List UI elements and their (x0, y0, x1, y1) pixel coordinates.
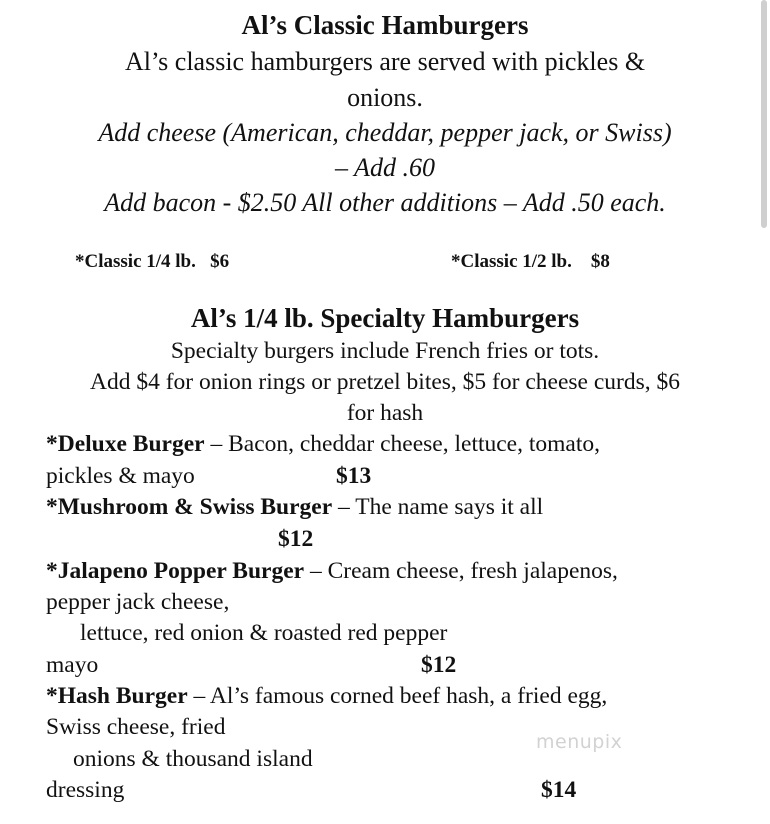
jalapeno-popper-burger-name: *Jalapeno Popper Burger (46, 558, 305, 584)
jalapeno-popper-burger-desc: – Cream cheese, fresh jalapenos, (304, 558, 618, 584)
classic-section-title: Al’s Classic Hamburgers (241, 10, 529, 40)
hash-burger-price: $14 (541, 777, 577, 803)
vertical-scrollbar[interactable] (761, 0, 767, 228)
mushroom-swiss-burger-desc: – The name says it all (332, 494, 544, 520)
mushroom-swiss-burger-price: $12 (278, 526, 314, 552)
menupix-watermark: menupix (536, 731, 623, 753)
item-name: *Classic 1/2 lb. (451, 251, 572, 272)
specialty-intro-line-3: for hash (346, 400, 424, 426)
jalapeno-popper-burger-desc-line-4: mayo (46, 652, 99, 678)
deluxe-burger-price: $13 (336, 463, 372, 489)
jalapeno-popper-burger-desc-line-3: lettuce, red onion & roasted red pepper (80, 620, 448, 646)
classic-quarter-lb-item (75, 252, 229, 271)
deluxe-burger-line-1 (46, 433, 600, 457)
specialty-intro-line-1: Specialty burgers include French fries or tots. (170, 338, 600, 364)
classic-bacon-line: Add bacon - $2.50 All other additions – Add .50 each. (104, 188, 666, 217)
item-price: $6 (210, 251, 230, 272)
hash-burger-line-1 (46, 685, 607, 709)
jalapeno-popper-burger-line-1 (46, 560, 618, 584)
classic-description-line-1: Al’s classic hamburgers are served with pickles & (124, 47, 646, 76)
classic-cheese-line-1: Add cheese (American, cheddar, pepper jack, or Swiss) (98, 118, 672, 147)
specialty-section-title: Al’s 1/4 lb. Specialty Hamburgers (190, 303, 580, 333)
deluxe-burger-desc-line-2: pickles & mayo (46, 463, 195, 489)
classic-cheese-line-2: – Add .60 (335, 153, 435, 182)
mushroom-swiss-burger-name: *Mushroom & Swiss Burger (46, 494, 333, 520)
hash-burger-desc-line-3: onions & thousand island (73, 746, 313, 772)
deluxe-burger-name: *Deluxe Burger (46, 431, 205, 457)
jalapeno-popper-burger-price: $12 (421, 652, 457, 678)
classic-half-lb-item (451, 252, 610, 271)
item-price: $8 (590, 251, 610, 272)
hash-burger-name: *Hash Burger (46, 683, 188, 709)
classic-description-line-2: onions. (347, 83, 423, 112)
item-name: *Classic 1/4 lb. (75, 251, 196, 272)
jalapeno-popper-burger-desc-line-2: pepper jack cheese, (46, 589, 230, 615)
hash-burger-desc-line-2: Swiss cheese, fried (46, 714, 226, 740)
specialty-intro-line-2: Add $4 for onion rings or pretzel bites, $5 for cheese curds, $6 (90, 369, 680, 395)
deluxe-burger-desc: – Bacon, cheddar cheese, lettuce, tomato, (204, 431, 601, 457)
hash-burger-desc-line-4: dressing (46, 777, 125, 803)
hash-burger-desc: – Al’s famous corned beef hash, a fried egg, (187, 683, 608, 709)
mushroom-swiss-burger-line-1 (46, 496, 543, 520)
